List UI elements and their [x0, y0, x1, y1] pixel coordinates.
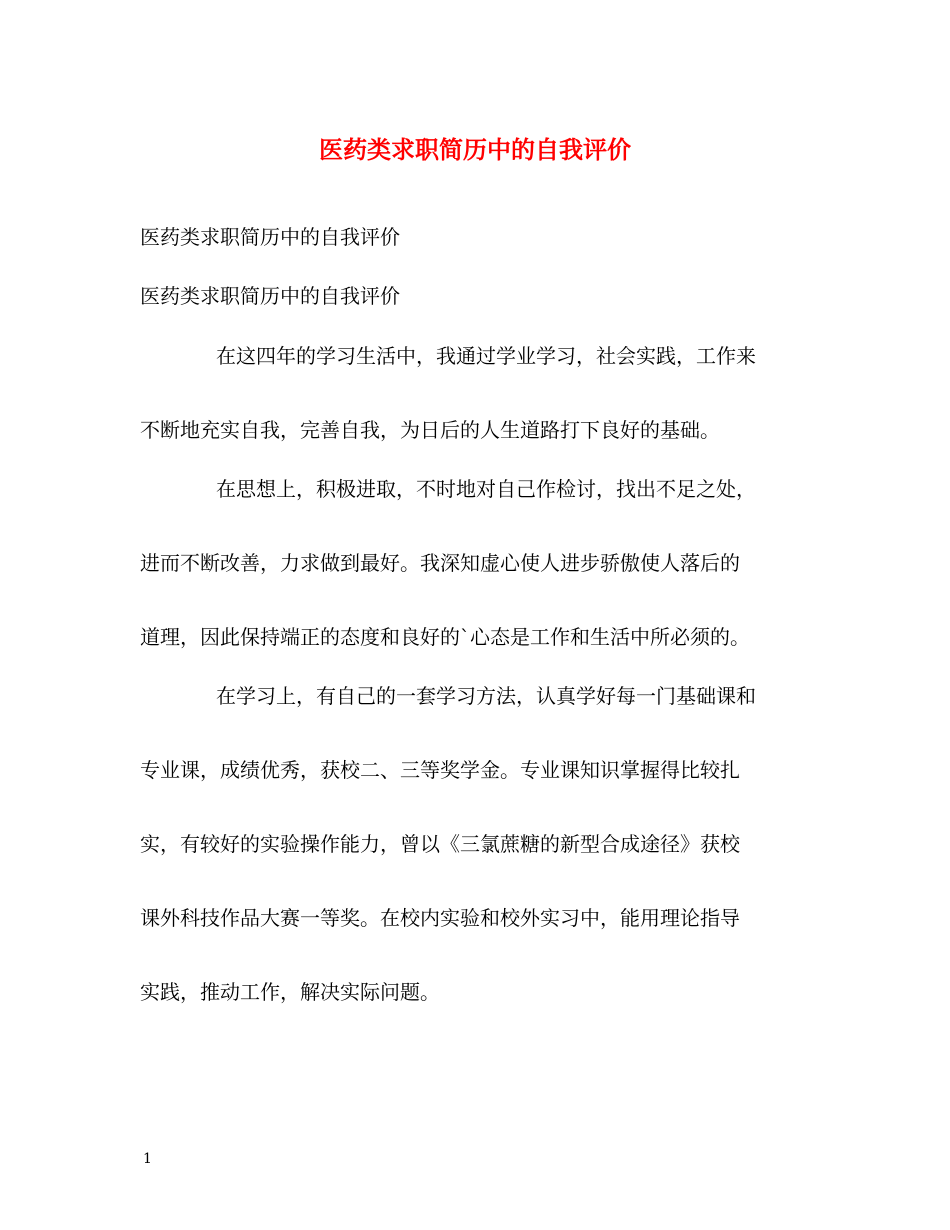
paragraph-1-line-1: 在这四年的学习生活中，我通过学业学习，社会实践，工作来	[216, 344, 756, 368]
subheading-2: 医药类求职简历中的自我评价	[140, 284, 400, 308]
paragraph-3-line-1: 在学习上，有自己的一套学习方法，认真学好每一门基础课和	[216, 684, 756, 708]
paragraph-1-line-2: 不断地充实自我，完善自我，为日后的人生道路打下良好的基础。	[140, 418, 720, 442]
paragraph-3-line-3: 实，有较好的实验操作能力，曾以《三氯蔗糖的新型合成途径》获校	[140, 832, 740, 856]
paragraph-3-line-5: 实践，推动工作，解决实际问题。	[140, 980, 440, 1004]
page-number: 1	[143, 1151, 152, 1167]
document-title: 医药类求职简历中的自我评价	[319, 135, 631, 164]
paragraph-2-line-1: 在思想上，积极进取，不时地对自己作检讨，找出不足之处，	[216, 477, 756, 501]
subheading-1: 医药类求职简历中的自我评价	[140, 225, 400, 249]
paragraph-3-line-4: 课外科技作品大赛一等奖。在校内实验和校外实习中，能用理论指导	[140, 906, 740, 930]
paragraph-3-line-2: 专业课，成绩优秀，获校二、三等奖学金。专业课知识掌握得比较扎	[140, 758, 740, 782]
paragraph-2-line-2: 进而不断改善，力求做到最好。我深知虚心使人进步骄傲使人落后的	[140, 551, 740, 575]
paragraph-2-line-3: 道理，因此保持端正的态度和良好的`心态是工作和生活中所必须的。	[140, 625, 750, 649]
